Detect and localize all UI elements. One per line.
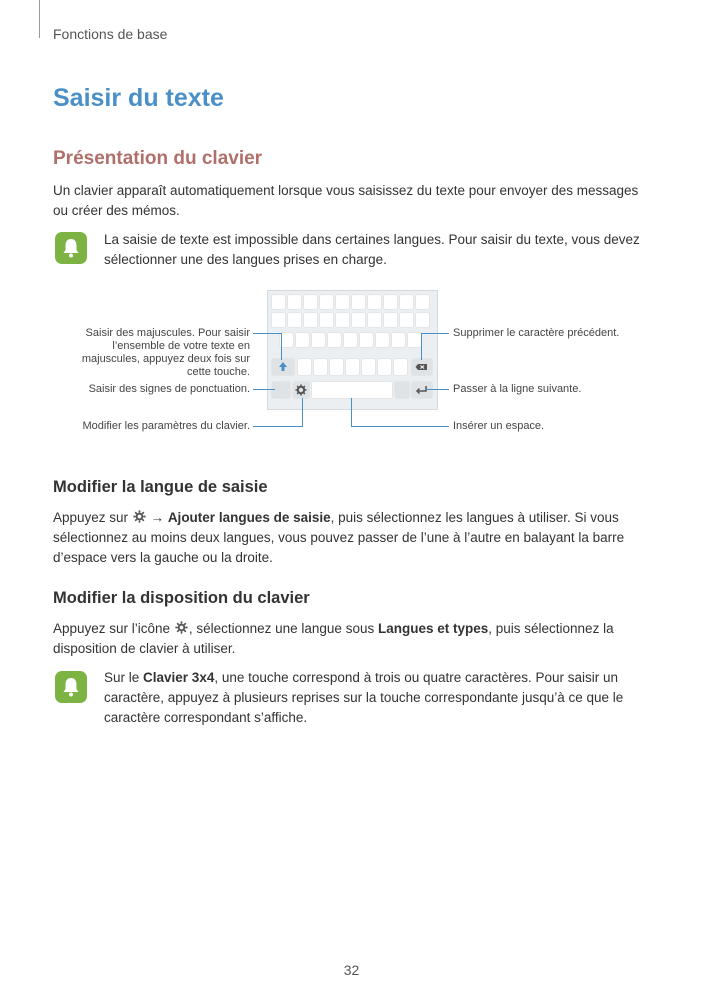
settings-gear-icon (132, 509, 147, 524)
shift-key (272, 359, 294, 375)
language-arrow: → (146, 510, 168, 525)
keyboard-illustration (267, 290, 438, 410)
key (416, 295, 429, 309)
enter-key (412, 382, 432, 398)
callout-line-settings-vertical (302, 398, 303, 427)
key (400, 295, 413, 309)
key (368, 313, 381, 327)
callout-line-delete-vertical (421, 333, 422, 360)
key (360, 333, 373, 347)
key (336, 295, 349, 309)
key (352, 295, 365, 309)
key (320, 313, 333, 327)
key (336, 313, 349, 327)
intro-paragraph: Un clavier apparaît automatiquement lorsque vous saisissez du texte pour envoyer des messages ou créer des mémos. (53, 183, 639, 218)
languages-types-label: Langues et types (377, 621, 489, 636)
notice-bell-icon (55, 232, 87, 264)
language-paragraph (53, 508, 653, 568)
key (394, 359, 407, 375)
page-title: Saisir du texte (53, 84, 224, 112)
callout-line-settings (253, 426, 303, 427)
key (344, 333, 357, 347)
layout-text-after: , puis sélectionnez la disposition de clavier à utiliser. (53, 621, 614, 656)
callout-space: Insérer un espace. (453, 420, 545, 432)
callout-line-caps-vertical (281, 333, 282, 360)
key (296, 333, 309, 347)
layout-paragraph (53, 619, 653, 659)
key (400, 313, 413, 327)
callout-line-space (351, 426, 449, 427)
callout-settings: Modifier les paramètres du clavier. (82, 420, 250, 432)
callout-line-caps (253, 333, 282, 334)
key (376, 333, 389, 347)
section-heading: Présentation du clavier (53, 148, 263, 169)
key (272, 313, 285, 327)
key (298, 359, 311, 375)
enter-arrow-icon (412, 382, 432, 398)
key (304, 295, 317, 309)
key (288, 295, 301, 309)
key (378, 359, 391, 375)
page-rule (39, 0, 40, 38)
backspace-icon (412, 359, 432, 375)
running-header: Fonctions de base (53, 26, 168, 42)
gear-icon (293, 382, 309, 398)
symbols-key (272, 382, 290, 398)
callout-delete: Supprimer le caractère précédent. (453, 327, 620, 339)
key (384, 313, 397, 327)
notice-bell-icon (55, 671, 87, 703)
layout-text-middle: , sélectionnez une langue sous (188, 621, 378, 636)
callout-caps: Saisir des majuscules. Pour saisir l’ensemble de votre texte en majuscules, appuyez deux fois sur cette touche. (81, 327, 250, 378)
key (408, 333, 421, 347)
settings-key (293, 382, 309, 398)
key (320, 295, 333, 309)
key (392, 333, 405, 347)
delete-key (412, 359, 432, 375)
settings-gear-icon (174, 620, 189, 635)
language-text-before: Appuyez sur (53, 510, 132, 525)
callout-newline: Passer à la ligne suivante. (453, 383, 582, 395)
keyboard-3x4-label: Clavier 3x4 (143, 670, 215, 685)
callout-punctuation: Saisir des signes de ponctuation. (88, 383, 250, 395)
page-number: 32 (343, 962, 360, 978)
key (416, 313, 429, 327)
key (395, 382, 409, 398)
callout-line-punct (253, 389, 275, 390)
key (312, 333, 325, 347)
key (346, 359, 359, 375)
key (330, 359, 343, 375)
language-heading: Modifier la langue de saisie (53, 478, 268, 496)
note-text-languages: La saisie de texte est impossible dans certaines langues. Pour saisir du texte, vous devez sélectionner une des langues prises en charge. (104, 232, 640, 267)
key (368, 295, 381, 309)
note-after: , une touche correspond à trois ou quatre caractères. Pour saisir un caractère, appuyez à plusieurs reprises sur la touche correspondante jusqu’à ce que le caractère correspondant s’affiche. (104, 670, 624, 725)
key (328, 333, 341, 347)
key (384, 295, 397, 309)
callout-line-space-vertical (351, 398, 352, 427)
key (362, 359, 375, 375)
language-text-after: , puis sélectionnez les langues à utiliser. Si vous sélectionnez au moins deux langues, vous pouvez passer de l’une à l’autre en balayant la barre d’espace vers la gauche ou la droite. (53, 510, 625, 565)
add-languages-label: Ajouter langues de saisie (167, 510, 331, 525)
callout-line-newline (427, 389, 449, 390)
layout-text-before: Appuyez sur l’icône (53, 621, 174, 636)
key (288, 313, 301, 327)
note-before: Sur le (104, 670, 144, 685)
key (352, 313, 365, 327)
callout-line-delete (421, 333, 449, 334)
note-text-keyboard-3x4 (104, 668, 649, 728)
key (304, 313, 317, 327)
key (272, 295, 285, 309)
shift-arrow-icon (272, 359, 294, 375)
layout-heading: Modifier la disposition du clavier (53, 589, 310, 607)
spacebar-key (312, 382, 392, 398)
key (314, 359, 327, 375)
